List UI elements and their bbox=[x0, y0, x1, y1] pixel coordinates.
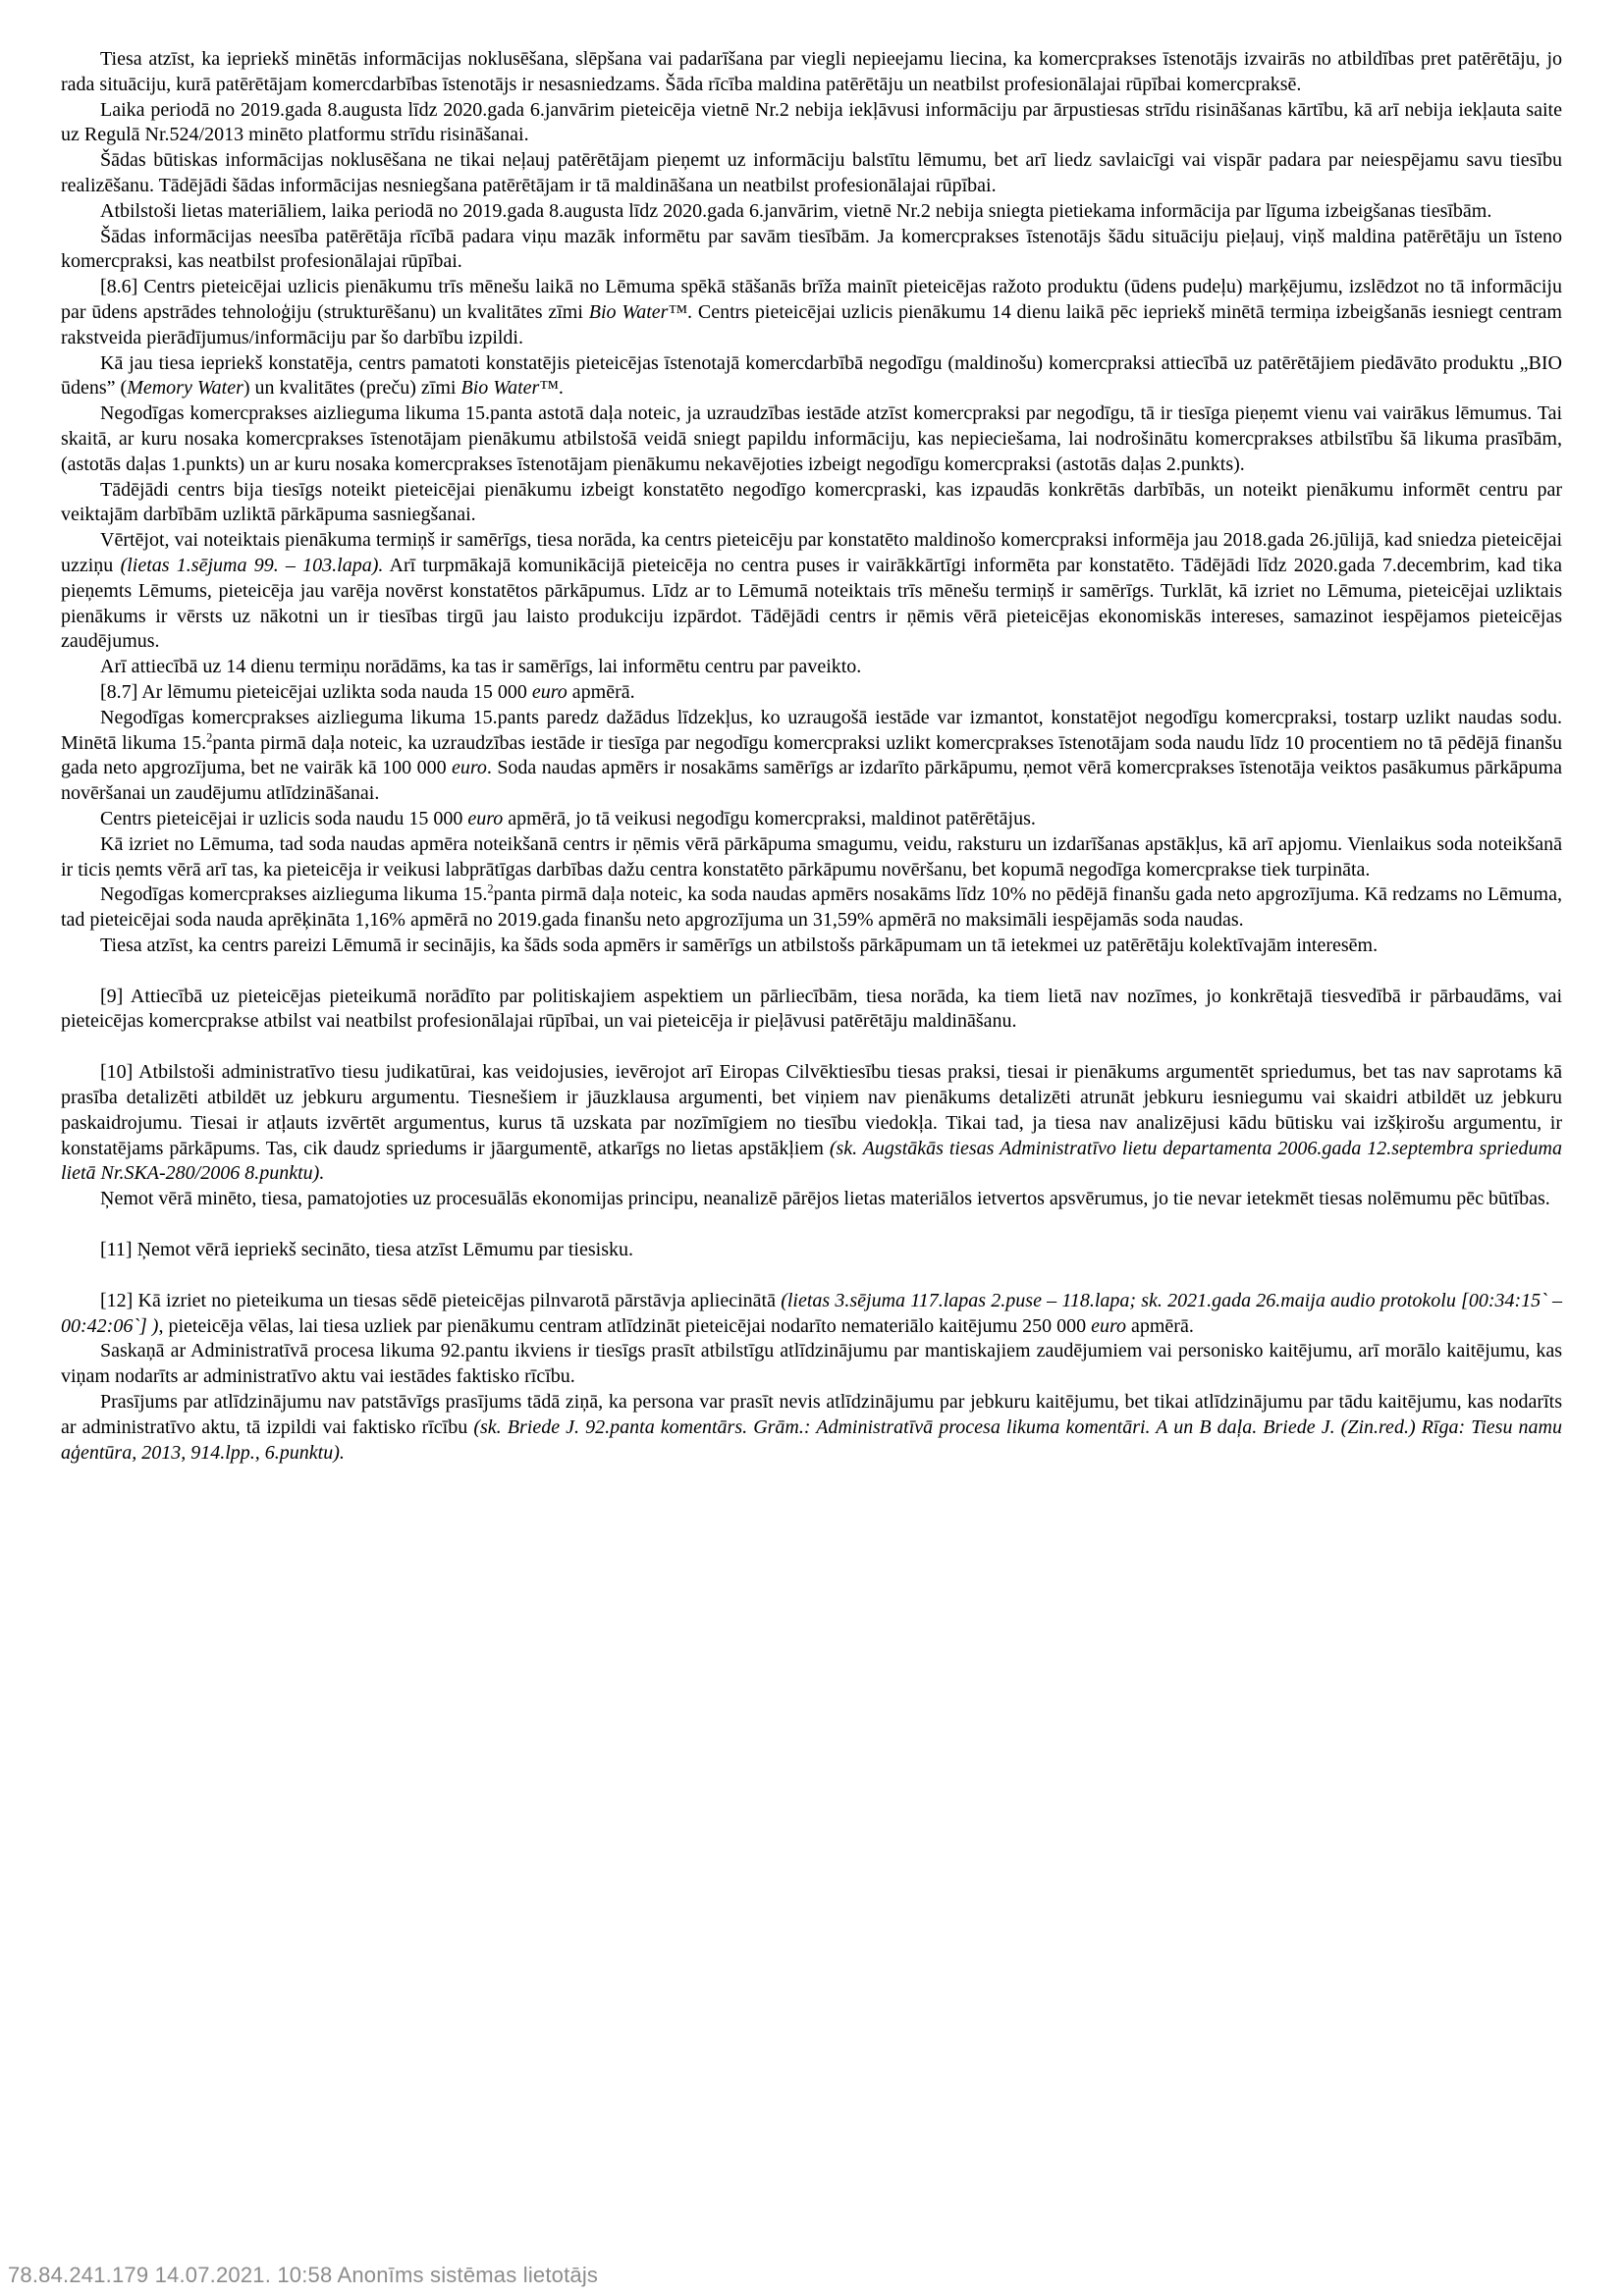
body-text: [9] Attiecībā uz pieteicējas pieteikumā norādīto par politiskajiem aspektiem un pārliecībām, tiesa norāda, ka tiem lietā nav nozīmes, jo konkrētajā tiesvedībā ir pārbaudāms, vai pieteicējas komercprakse atbilst vai neatbilst profesionālajai rūpībai, un vai pieteicēja ir pieļāvusi patērētāju maldināšanu. bbox=[61, 985, 1562, 1033]
paragraph bbox=[61, 199, 1562, 225]
italic-text: euro bbox=[451, 757, 487, 779]
body-text: panta pirmā daļa noteic, ka uzraudzības iestāde ir tiesīga par negodīgu komercpraksi uzlikt komercprakses īstenotājam soda naudu līdz 10 procentiem no tā pēdējā finanšu gada neto apgrozījuma, bet ne vairāk kā 100 000 bbox=[61, 731, 1562, 779]
body-text: . bbox=[558, 377, 564, 400]
body-text: [12] Kā izriet no pieteikuma un tiesas sēdē pieteicējas pilnvarotā pārstāvja apliecinātā bbox=[100, 1289, 782, 1311]
italic-text: (lietas 1.sējuma 99. – 103.lapa). bbox=[120, 554, 384, 576]
body-text: [8.6] Centrs pieteicējai uzlicis pienākumu trīs mēnešu laikā no Lēmuma spēkā stāšanās brīža mainīt pieteicējas ražoto produktu (ūdens pudeļu) marķējumu, izslēdzot no tā informāciju par ūdens apstrādes tehnoloģiju (strukturēšanu) un kvalitātes zīmi bbox=[61, 276, 1562, 323]
body-text: Atbilstoši lietas materiāliem, laika periodā no 2019.gada 8.augusta līdz 2020.gada 6.janvārim, vietnē Nr.2 nebija sniegta pietiekama informācija par līguma izbeigšanas tiesībām. bbox=[100, 199, 1492, 222]
body-text: apmērā, jo tā veikusi negodīgu komercpraksi, maldinot patērētājus. bbox=[503, 807, 1036, 829]
paragraph bbox=[61, 655, 1562, 680]
paragraph bbox=[61, 275, 1562, 350]
body-text: Kā jau tiesa iepriekš konstatēja, centrs pamatoti konstatējis pieteicējas īstenotajā komercdarbībā negodīgu (maldinošu) komercpraksi attiecībā uz patērētājiem piedāvāto produktu „BIO ūdens” ( bbox=[61, 351, 1562, 400]
italic-text: Bio Water™ bbox=[588, 300, 688, 323]
footer-user-info: 78.84.241.179 14.07.2021. 10:58 Anonīms sistēmas lietotājs bbox=[8, 2263, 599, 2287]
italic-text: (sk. Augstākās tiesas Administratīvo lietu departamenta 2006.gada 12.septembra sprieduma lietā Nr.SKA-280/2006 8.punktu). bbox=[61, 1137, 1562, 1185]
body-text: Kā izriet no Lēmuma, tad soda naudas apmēra noteikšanā centrs ir ņēmis vērā pārkāpuma smagumu, veidu, raksturu un izdarīšanas apstākļus, kā arī apjomu. Vienlaikus soda noteikšanā ir ticis ņemts vērā arī tas, ka pieteicēja ir veikusi labprātīgas darbības dažu centra konstatēto pārkāpumu novēršanu, bet kopumā negodīga komercprakse tiek turpināta. bbox=[61, 832, 1562, 881]
paragraph bbox=[61, 1060, 1562, 1187]
paragraph bbox=[61, 807, 1562, 832]
body-text: Tiesa atzīst, ka iepriekš minētās informācijas noklusēšana, slēpšana vai padarīšana par viegli nepieejamu liecina, ka komercprakses īstenotājs izvairās no atbildības pret patērētāju, jo rada situāciju, kurā patērētājam komercdarbības īstenotājs ir nesasniedzams. Šāda rīcība maldina patērētāju un neatbilst profesionālajai rūpībai komercpraksē. bbox=[61, 48, 1562, 95]
paragraph bbox=[61, 1339, 1562, 1390]
paragraph bbox=[61, 882, 1562, 934]
paragraph bbox=[61, 680, 1562, 706]
body-text: Negodīgas komercprakses aizlieguma likuma 15.panta astotā daļa noteic, ja uzraudzības iestāde atzīst komercpraksi par negodīgu, tā ir tiesīga pieņemt vienu vai vairākus lēmumus. Tai skaitā, ar kuru nosaka komercprakses īstenotājam pienākumu atbilstošā veidā sniegt papildu informāciju, kas nepieciešama, lai nodrošinātu komercprakses atbilstību šā likuma prasībām, (astotās daļas 1.punkts) un ar kuru nosaka komercprakses īstenotājam pienākumu nekavējoties izbeigt negodīgu komercpraksi (astotās daļas 2.punkts). bbox=[61, 402, 1562, 475]
paragraph bbox=[61, 985, 1562, 1036]
body-text: [8.7] Ar lēmumu pieteicējai uzlikta soda nauda 15 000 bbox=[100, 680, 532, 703]
paragraph bbox=[61, 934, 1562, 959]
body-text: Šādas informācijas neesība patērētāja rīcībā padara viņu mazāk informētu par savām tiesībām. Ja komercprakses īstenotājs šādu situāciju pieļauj, viņš maldina patērētāju un īsteno komercpraksi, kas neatbilst profesionālajai rūpībai. bbox=[61, 225, 1562, 273]
body-text: Arī attiecībā uz 14 dienu termiņu norādāms, ka tas ir samērīgs, lai informētu centru par paveikto. bbox=[100, 656, 862, 678]
body-text: Laika periodā no 2019.gada 8.augusta līdz 2020.gada 6.janvārim pieteicēja vietnē Nr.2 nebija iekļāvusi informāciju par ārpustiesas strīdu risināšanas kārtību, kā arī nebija iekļauta saite uz Regulā Nr.524/2013 minēto platformu strīdu risināšanai. bbox=[61, 98, 1562, 146]
paragraph bbox=[61, 478, 1562, 529]
body-text: apmērā. bbox=[567, 680, 635, 703]
body-text: ) un kvalitātes (preču) zīmi bbox=[243, 377, 461, 400]
body-text: . Centrs pieteicējai uzlicis pienākumu 14 dienu laikā pēc iepriekš minētā termiņa izbeigšanās iesniegt centram rakstveida pierādījumus/informāciju par šo darbību izpildi. bbox=[61, 300, 1562, 348]
body-text: Tiesa atzīst, ka centrs pareizi Lēmumā ir secinājis, ka šāds soda apmērs ir samērīgs un atbilstošs pārkāpumam un tā ietekmei uz patērētāju kolektīvajām interesēm. bbox=[100, 934, 1379, 956]
body-text: Negodīgas komercprakses aizlieguma likuma 15.pants paredz dažādus līdzekļus, ko uzraugošā iestāde var izmantot, konstatējot negodīgu komercpraksi, tostarp uzlikt naudas sodu. Minētā likuma 15. bbox=[61, 706, 1562, 754]
italic-text: euro bbox=[531, 680, 568, 703]
body-text: Tādējādi centrs bija tiesīgs noteikt pieteicējai pienākumu izbeigt konstatēto negodīgo komercpraski, kas izpaudās konkrētās darbībās, un noteikt pienākumu informēt centru par veiktajām darbībām uzliktā pārkāpuma sasniegšanai. bbox=[61, 478, 1562, 526]
document-body bbox=[61, 47, 1562, 1466]
body-text: [11] Ņemot vērā iepriekš secināto, tiesa atzīst Lēmumu par tiesisku. bbox=[100, 1239, 633, 1261]
superscript-text: 2 bbox=[206, 729, 213, 744]
paragraph bbox=[61, 706, 1562, 807]
body-text: Ņemot vērā minēto, tiesa, pamatojoties uz procesuālās ekonomijas principu, neanalizē pārējos lietas materiālos ietvertos apsvērumus, jo tie nevar ietekmēt tiesas nolēmumu pēc būtības. bbox=[100, 1188, 1550, 1210]
body-text: , pieteicēja vēlas, lai tiesa uzliek par pienākumu centram atlīdzināt pieteicējai nodarīto nemateriālo kaitējumu 250 000 bbox=[158, 1314, 1092, 1337]
italic-text: (sk. Briede J. 92.panta komentārs. Grām.: Administratīvā procesa likuma komentāri. A un B daļa. Briede J. (Zin.red.) Rīga: Tiesu namu aģentūra, 2013, 914.lpp., 6.punktu). bbox=[61, 1415, 1563, 1464]
body-text: apmērā. bbox=[1126, 1314, 1194, 1337]
body-text: Šādas būtiskas informācijas noklusēšana ne tikai neļauj patērētājam pieņemt uz informāciju balstītu lēmumu, bet arī liedz savlaicīgi vai vispār padara par neiespējamu savu tiesību realizēšanu. Tādējādi šādas informācijas nesniegšana patērētājam ir tā maldināšana un neatbilst profesionālajai rūpībai. bbox=[61, 149, 1562, 196]
body-text: panta pirmā daļa noteic, ka soda naudas apmērs nosakāms līdz 10% no pēdējā finanšu gada neto apgrozījuma. Kā redzams no Lēmuma, tad pieteicējai soda nauda aprēķināta 1,16% apmērā no 2019.gada finanšu neto apgrozījuma un 31,59% apmērā no maksimāli iespējamās soda naudas. bbox=[61, 883, 1562, 932]
italic-text: Bio Water™ bbox=[460, 377, 559, 400]
body-text: Negodīgas komercprakses aizlieguma likuma 15. bbox=[100, 883, 488, 906]
body-text: Saskaņā ar Administratīvā procesa likuma 92.pantu ikviens ir tiesīgs prasīt atbilstīgu atlīdzinājumu par mantiskajiem zaudējumiem vai personisko kaitējumu, arī morālo kaitējumu, kas viņam nodarīts ar administratīvo aktu vai iestādes faktisko rīcību. bbox=[61, 1340, 1562, 1388]
paragraph bbox=[61, 1238, 1562, 1263]
paragraph bbox=[61, 1390, 1562, 1466]
italic-text: euro bbox=[467, 807, 504, 829]
italic-text: Memory Water bbox=[127, 377, 243, 400]
paragraph bbox=[61, 401, 1562, 477]
body-text: Prasījums par atlīdzinājumu nav patstāvīgs prasījums tādā ziņā, ka persona var prasīt nevis atlīdzinājumu par jebkuru kaitējumu, bet tikai atlīdzinājumu par tādu kaitējumu, kas nodarīts ar administratīvo aktu, tā izpildi vai faktisko rīcību bbox=[61, 1391, 1562, 1438]
superscript-text: 2 bbox=[487, 881, 494, 896]
paragraph bbox=[61, 1187, 1562, 1212]
paragraph bbox=[61, 1289, 1562, 1340]
paragraph bbox=[61, 832, 1562, 883]
paragraph bbox=[61, 47, 1562, 98]
paragraph bbox=[61, 148, 1562, 199]
paragraph bbox=[61, 351, 1562, 402]
body-text: . Soda naudas apmērs ir nosakāms samērīgs ar izdarīto pārkāpumu, ņemot vērā komercprakses īstenotāja veiktos pasākumus pārkāpuma novēršanai un zaudējumu atlīdzināšanai. bbox=[61, 757, 1562, 805]
body-text: [10] Atbilstoši administratīvo tiesu judikatūrai, kas veidojusies, ievērojot arī Eiropas Cilvēktiesību tiesas praksi, tiesai ir pienākums argumentēt spriedumus, bet tas nav saprotams kā prasība detalizēti atbildēt uz jebkuru argumentu. Tiesnešiem ir jāuzklausa argumenti, bet viņiem nav pienākums detalizēti atrunāt jebkuru iesniegumu vai skaidri atbildēt uz jebkuru paskaidrojumu. Tiesai ir atļauts izvērtēt argumentus, kurus tā uzskata par nozīmīgiem no tiesību viedokļa. Tikai tad, ja tiesa nav analizējusi kādu būtisku vai izšķirošu argumentu, ir konstatējams pārkāpums. Tas, cik daudz spriedums ir jāargumentē, atkarīgs no lietas apstākļiem bbox=[61, 1061, 1562, 1159]
body-text: Vērtējot, vai noteiktais pienākuma termiņš ir samērīgs, tiesa norāda, ka centrs pieteicēju par konstatēto maldinošo komercpraksi informēja jau 2018.gada 26.jūlijā, kad sniedza pieteicējai uzziņu bbox=[61, 529, 1562, 576]
body-text: Arī turpmākajā komunikācijā pieteicēja no centra puses ir vairākkārtīgi informēta par konstatēto. Tādējādi līdz 2020.gada 7.decembrim, kad tika pieņemts Lēmums, pieteicēja jau varēja novērst konstatētos pārkāpumus. Līdz ar to Lēmumā noteiktais trīs mēnešu termiņš ir samērīgs. Turklāt, kā izriet no Lēmuma, pieteicējai uzliktais pienākums ir vērsts uz nākotni un ir tiesības tirgū jau laisto produkciju izpārdot. Tādējādi centrs ir ņēmis vērā pieteicējas ekonomiskās intereses, samazinot iespējamos pieteicējas zaudējumus. bbox=[61, 554, 1563, 653]
italic-text: (lietas 3.sējuma 117.lapas 2.puse – 118.lapa; sk. 2021.gada 26.maija audio protokolu [00:34:15` – 00:42:06`] ) bbox=[61, 1289, 1562, 1337]
paragraph bbox=[61, 225, 1562, 276]
paragraph bbox=[61, 528, 1562, 655]
body-text: Centrs pieteicējai ir uzlicis soda naudu 15 000 bbox=[100, 807, 468, 829]
italic-text: euro bbox=[1091, 1314, 1126, 1337]
paragraph bbox=[61, 98, 1562, 149]
